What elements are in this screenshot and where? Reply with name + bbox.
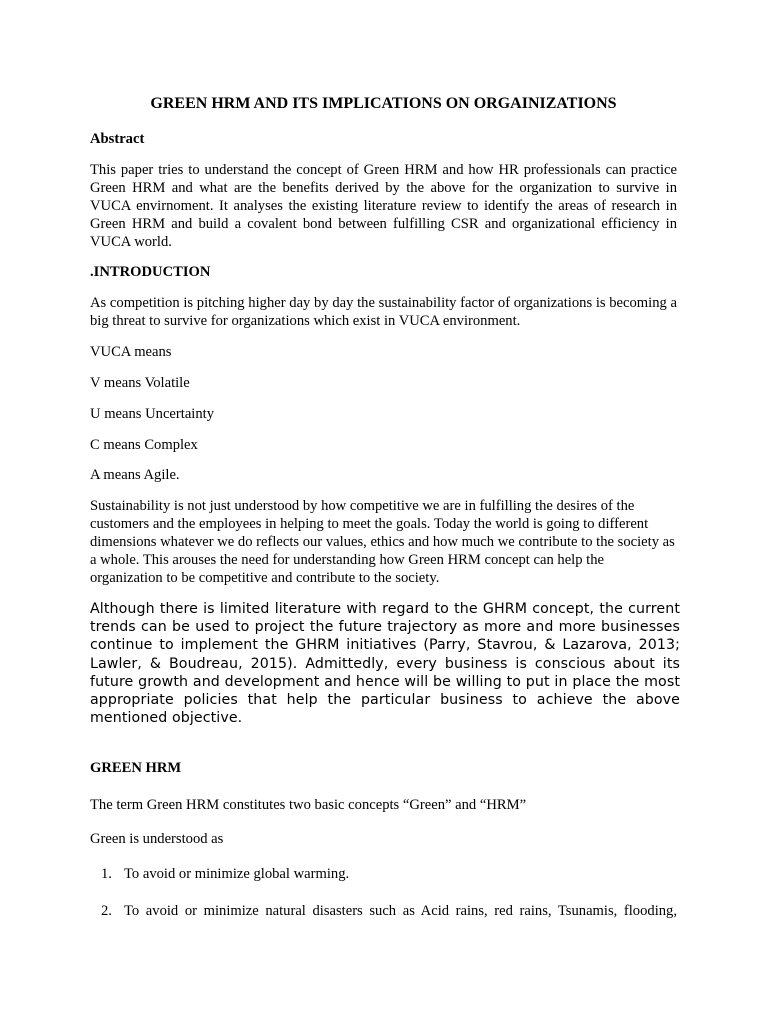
vuca-line: V means Volatile [90,375,190,391]
intro-paragraph: As competition is pitching higher day by day the sustainability factor of organizations is becoming a big threat to survive for organizations which exist in VUCA environment. [90,295,677,329]
document-title: GREEN HRM AND ITS IMPLICATIONS ON ORGAINIZATIONS [150,95,617,112]
abstract-heading: Abstract [90,131,145,147]
vuca-line: A means Agile. [90,467,180,483]
literature-paragraph: Although there is limited literature with regard to the GHRM concept, the current trends can be used to project the future trajectory as more and more businesses continue to implement the GHRM initiatives (Parry, Stavrou, & Lazarova, 2013; Lawler, & Boudreau, 2015). Admittedly, every business is conscious about its future growth and development and hence will be willing to put in place the most appropriate policies that help the particular business to achieve the above mentioned objective. [90,601,680,727]
sustainability-paragraph: Sustainability is not just understood by how competitive we are in fulfilling the desires of the customers and the employees in helping to meet the goals. Today the world is going to different dimensions whatever we do reflects our values, ethics and how much we contribute to the society as a whole. This arouses the need for understanding how Green HRM concept can help the organization to be competitive and contribute to the society. [90,498,675,586]
list-item-number: 2. [101,903,112,919]
vuca-line: U means Uncertainty [90,406,215,422]
vuca-line: C means Complex [90,437,198,453]
list-item-text: To avoid or minimize global warming. [124,866,350,882]
vuca-line: VUCA means [90,344,172,360]
list-item-text: To avoid or minimize natural disasters such as Acid rains, red rains, Tsunamis, flooding, [124,903,677,919]
abstract-paragraph: This paper tries to understand the concept of Green HRM and how HR professionals can practice Green HRM and what are the benefits derived by the above for the organization to survive in VUCA envirnoment. It analyses the existing literature review to identify the areas of research in Green HRM and build a covalent bond between fulfilling CSR and organizational efficiency in VUCA world. [90,162,677,250]
term-sentence: The term Green HRM constitutes two basic concepts “Green” and “HRM” [90,797,527,813]
green-understood-line: Green is understood as [90,831,224,847]
green-hrm-heading: GREEN HRM [90,760,182,776]
introduction-heading: .INTRODUCTION [90,264,211,280]
list-item-number: 1. [101,866,112,882]
